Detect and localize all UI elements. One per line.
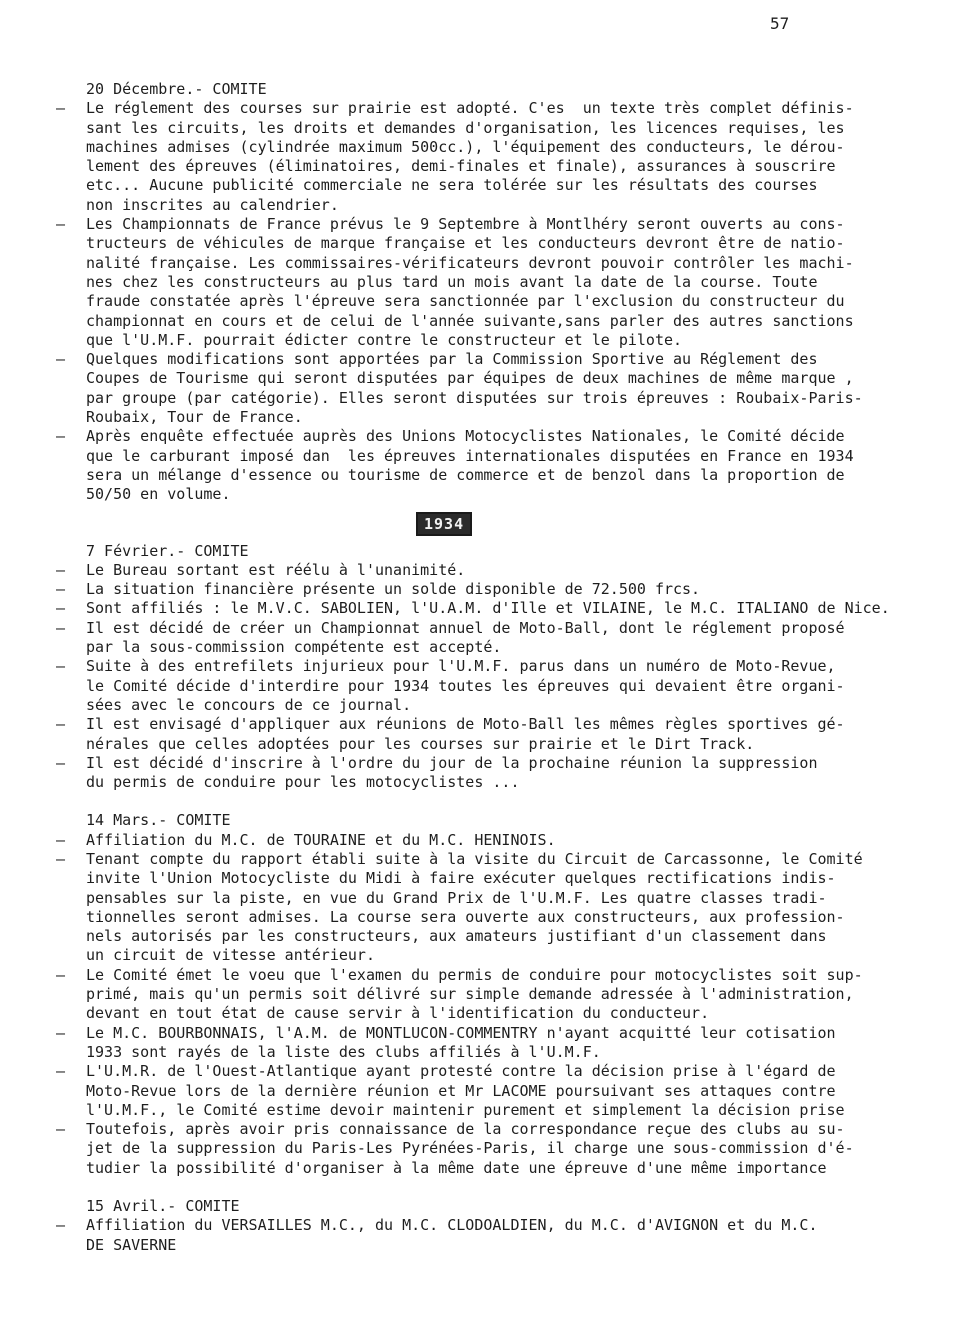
text-line: Il est envisagé d'appliquer aux réunions de Moto-Ball les mêmes règles sportives gé- (86, 715, 845, 734)
text-line: Moto-Revue lors de la dernière réunion et Mr LACOME poursuivant ses attaques contre (86, 1081, 836, 1100)
list-item (56, 619, 946, 658)
text-line: Quelques modifications sont apportées par la Commission Sportive au Réglement des (86, 350, 818, 369)
bullet-dash: – (56, 965, 66, 984)
text-line: machines admises (cylindrée maximum 500cc.), l'équipement des conducteurs, le dérou- (86, 137, 845, 156)
text-line: fraude constatée après l'épreuve sera sanctionnée par l'exclusion du constructeur du (86, 292, 845, 311)
text-line: championnat en cours et de celui de l'année suivante,sans parler des autres sanctions (86, 311, 854, 330)
list-item (56, 715, 946, 754)
section-heading: 14 Mars.- COMITE (86, 811, 231, 830)
list-item (56, 966, 946, 1024)
minutes-section (56, 792, 946, 1178)
bullet-dash: – (56, 715, 66, 734)
list-item (56, 599, 946, 618)
text-line: nérales que celles adoptées pour les courses sur prairie et le Dirt Track. (86, 734, 755, 753)
list-item (56, 1024, 946, 1063)
bullet-dash: – (56, 560, 66, 579)
bullet-dash: – (56, 657, 66, 676)
page-number: 57 (770, 14, 790, 33)
bullet-dash: – (56, 427, 66, 446)
text-line: du permis de conduire pour les motocyclistes ... (86, 773, 520, 792)
text-line: 1933 sont rayés de la liste des clubs affiliés à l'U.M.F. (86, 1042, 601, 1061)
list-item (56, 831, 946, 850)
text-line: sant les circuits, les droits et demandes d'organisation, les licences requises, les (86, 118, 845, 137)
text-line: Il est décidé de créer un Championnat annuel de Moto-Ball, dont le réglement proposé (86, 618, 845, 637)
list-item (56, 215, 946, 350)
list-item (56, 657, 946, 715)
text-line: que l'U.M.F. pourrait édicter contre le constructeur et le pilote. (86, 330, 683, 349)
text-line: Le Bureau sortant est réélu à l'unanimité. (86, 560, 466, 579)
text-line: tionnelles seront admises. La course sera ouverte aux constructeurs, aux profession- (86, 907, 845, 926)
text-line: Coupes de Tourisme qui seront disputées par équipes de deux machines de même marque , (86, 369, 854, 388)
text-line: etc... Aucune publicité commerciale ne sera tolérée sur les résultats des courses (86, 176, 818, 195)
text-line: par la sous-commission compétente est accepté. (86, 638, 502, 657)
bullet-dash: – (56, 1062, 66, 1081)
document-body (56, 80, 946, 1255)
text-line: Affiliation du M.C. de TOURAINE et du M.C. HENINOIS. (86, 830, 556, 849)
text-line: que le carburant imposé dan les épreuves internationales disputées en France en 1934 (86, 446, 854, 465)
bullet-dash: – (56, 350, 66, 369)
text-line: non inscrites au calendrier. (86, 195, 339, 214)
list-item (56, 1120, 946, 1178)
bullet-dash: – (56, 849, 66, 868)
section-heading: 20 Décembre.- COMITE (86, 80, 267, 98)
bullet-dash: – (56, 1120, 66, 1139)
list-item (56, 754, 946, 793)
text-line: primé, mais qu'un permis soit délivré sur simple demande adressée à l'administration, (86, 985, 854, 1004)
text-line: Roubaix, Tour de France. (86, 408, 303, 427)
list-item (56, 850, 946, 966)
text-line: devant en tout état de cause servir à l'identification du conducteur. (86, 1004, 710, 1023)
text-line: Affiliation du VERSAILLES M.C., du M.C. CLODOALDIEN, du M.C. d'AVIGNON et du M.C. (86, 1216, 818, 1235)
text-line: jet de la suppression du Paris-Les Pyrénées-Paris, il charge une sous-commission d'é- (86, 1139, 854, 1158)
list-item (56, 350, 946, 427)
bullet-dash: – (56, 753, 66, 772)
text-line: Sont affiliés : le M.V.C. SABOLIEN, l'U.A.M. d'Ille et VILAINE, le M.C. ITALIANO de Nice. (86, 599, 890, 618)
bullet-dash: – (56, 215, 66, 234)
bullet-dash: – (56, 599, 66, 618)
bullet-dash: – (56, 1216, 66, 1235)
text-line: tructeurs de véhicules de marque française et les conducteurs devront être de natio- (86, 234, 845, 253)
text-line: sées avec le concours de ce journal. (86, 695, 412, 714)
text-line: Il est décidé d'inscrire à l'ordre du jour de la prochaine réunion la suppression (86, 753, 818, 772)
text-line: L'U.M.R. de l'Ouest-Atlantique ayant protesté contre la décision prise à l'égard de (86, 1062, 836, 1081)
minutes-section (56, 510, 946, 793)
bullet-dash: – (56, 99, 66, 118)
year-divider (56, 510, 952, 534)
list-item (56, 580, 946, 599)
text-line: nalité française. Les commissaires-vérificateurs devront pouvoir contrôler les machi- (86, 253, 854, 272)
text-line: par groupe (par catégorie). Elles seront disputées sur trois épreuves : Roubaix-Paris- (86, 388, 863, 407)
text-line: le Comité décide d'interdire pour 1934 toutes les épreuves qui devaient être organi- (86, 676, 845, 695)
text-line: tudier la possibilité d'organiser à la même date une épreuve d'une même importance (86, 1158, 827, 1177)
text-line: pensables sur la piste, en vue du Grand Prix de l'U.M.F. Les quatre classes tradi- (86, 888, 827, 907)
text-line: Le réglement des courses sur prairie est adopté. C'es un texte très complet définis- (86, 99, 854, 118)
section-heading: 7 Février.- COMITE (86, 541, 249, 560)
list-item (56, 427, 946, 504)
bullet-dash: – (56, 1023, 66, 1042)
text-line: nes chez les constructeurs au plus tard un mois avant la date de la course. Toute (86, 272, 818, 291)
text-line: La situation financière présente un solde disponible de 72.500 frcs. (86, 580, 701, 599)
text-line: Après enquête effectuée auprès des Unions Motocyclistes Nationales, le Comité décide (86, 427, 845, 446)
bullet-dash: – (56, 830, 66, 849)
text-line: invite l'Union Motocycliste du Midi à faire exécuter quelques rectifications indis- (86, 869, 836, 888)
text-line: Le M.C. BOURBONNAIS, l'A.M. de MONTLUCON-COMMENTRY n'ayant acquitté leur cotisation (86, 1023, 836, 1042)
text-line: Toutefois, après avoir pris connaissance de la correspondance reçue des clubs au su- (86, 1120, 845, 1139)
text-line: nels autorisés par les constructeurs, aux amateurs justifiant d'un classement dans (86, 927, 827, 946)
text-line: Le Comité émet le voeu que l'examen du permis de conduire pour motocyclistes soit sup- (86, 965, 863, 984)
text-line: 50/50 en volume. (86, 485, 231, 504)
text-line: DE SAVERNE (86, 1235, 177, 1254)
section-heading: 15 Avril.- COMITE (86, 1197, 240, 1216)
year-label: 1934 (416, 512, 472, 536)
list-item (56, 99, 946, 215)
text-line: un circuit de vitesse antérieur. (86, 946, 375, 965)
text-line: Tenant compte du rapport établi suite à la visite du Circuit de Carcassonne, le Comité (86, 849, 863, 868)
text-line: Suite à des entrefilets injurieux pour l'U.M.F. parus dans un numéro de Moto-Revue, (86, 657, 836, 676)
list-item (56, 561, 946, 580)
text-line: l'U.M.F., le Comité estime devoir maintenir purement et simplement la décision prise (86, 1100, 845, 1119)
bullet-dash: – (56, 580, 66, 599)
text-line: sera un mélange d'essence ou tourisme de commerce et de benzol dans la proportion de (86, 465, 845, 484)
list-item (56, 1216, 946, 1255)
text-line: Les Championnats de France prévus le 9 Septembre à Montlhéry seront ouverts au cons- (86, 215, 845, 234)
bullet-dash: – (56, 618, 66, 637)
minutes-section (56, 80, 946, 505)
list-item (56, 1062, 946, 1120)
text-line: lement des épreuves (éliminatoires, demi-finales et finale), assurances à souscrire (86, 157, 836, 176)
minutes-section (56, 1178, 946, 1255)
